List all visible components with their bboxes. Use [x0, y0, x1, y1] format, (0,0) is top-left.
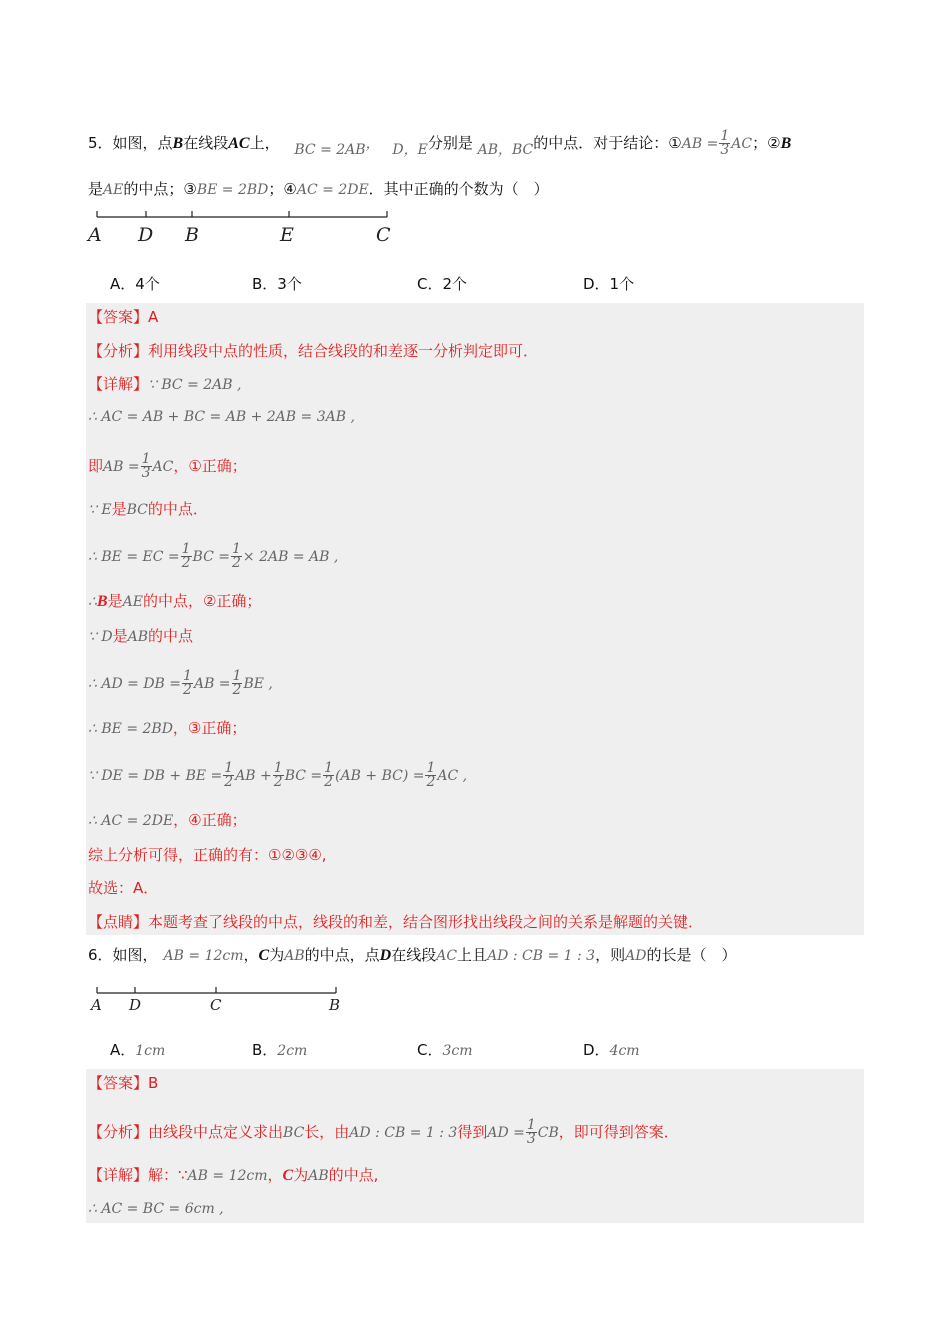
var: AC: [228, 135, 250, 152]
q6-analysis: [88, 1119, 679, 1146]
q6-answer: 【答案】B: [88, 1074, 159, 1092]
q5-detail-6: [88, 591, 261, 612]
q5-answer: 【答案】A: [88, 308, 159, 326]
fraction: [323, 762, 334, 789]
q6-stem: [88, 945, 736, 966]
text: 的中点；: [123, 180, 184, 198]
text: 为: [269, 946, 285, 964]
text: 的中点．: [147, 500, 208, 518]
q5-detail-8: [88, 670, 273, 697]
fraction: [719, 130, 730, 157]
q5-detail-13: 故选：A．: [88, 879, 159, 897]
label-d: D: [129, 996, 142, 1014]
math: AC: [436, 948, 458, 964]
q5-option-d[interactable]: D．1个: [583, 275, 635, 293]
math: BC =: [192, 549, 230, 565]
math: ∵ E: [88, 502, 112, 518]
math: AB = 12cm: [187, 1168, 268, 1184]
math: AB: [284, 948, 305, 964]
text: ，③正确；: [172, 719, 247, 737]
fraction: [181, 543, 192, 570]
text: 的中点．对于结论：: [533, 134, 669, 152]
math: ∴ AC = 2DE: [88, 813, 174, 829]
q6-option-a[interactable]: [110, 1040, 165, 1061]
label-b: B: [185, 224, 199, 246]
math: BC: [126, 502, 148, 518]
text: ②: [767, 134, 781, 152]
math: AB =: [193, 676, 231, 692]
label-a: A: [91, 996, 102, 1014]
den: 2: [231, 555, 241, 571]
math: ∵ D: [88, 629, 113, 645]
text: 上，: [249, 134, 280, 152]
math: CB: [537, 1125, 559, 1141]
text: 【分析】由线段中点定义求出: [88, 1123, 284, 1141]
math: D，E: [392, 142, 428, 158]
math: BC: [283, 1125, 305, 1141]
num: 1: [324, 760, 334, 776]
math: BE ,: [243, 676, 273, 692]
fraction: [526, 1119, 537, 1146]
math: ∴ AC = AB + BC = AB + 2AB = 3AB ,: [88, 409, 355, 425]
text: 在线段: [391, 946, 437, 964]
q5-comment: 【点睛】本题考查了线段的中点，线段的和差，结合图形找出线段之间的关系是解题的关键．: [88, 913, 704, 931]
text: ，即可得到答案．: [558, 1123, 679, 1141]
q6-option-c[interactable]: [417, 1040, 473, 1061]
q5-option-c[interactable]: C．2个: [417, 275, 468, 293]
text: 【详解】解：∵: [88, 1166, 188, 1184]
math: AC = 2DE: [296, 182, 369, 198]
text: ，: [267, 1166, 283, 1184]
math: AB，BC: [477, 142, 534, 158]
q6-option-b[interactable]: [252, 1040, 307, 1061]
text: ，④正确；: [173, 811, 247, 829]
math: AB: [127, 629, 149, 645]
q5-analysis: 【分析】利用线段中点的性质，结合线段的和差逐一分析判定即可．: [88, 342, 539, 360]
fraction: [182, 670, 193, 697]
fraction: [232, 670, 243, 697]
math: AC ,: [437, 768, 468, 784]
den: 2: [273, 774, 283, 790]
q5-detail-9: [88, 718, 246, 739]
text: D．: [583, 1041, 610, 1059]
label-d: D: [138, 224, 154, 246]
var: B: [172, 135, 184, 152]
fraction: [425, 762, 436, 789]
q5-detail-12: 综上分析可得，正确的有：①②③④,: [88, 846, 327, 864]
label-a: A: [88, 224, 102, 246]
q5-option-a[interactable]: A．4个: [110, 275, 160, 293]
math: BC = 2AB: [294, 142, 366, 158]
fraction: [231, 543, 242, 570]
den: 3: [526, 1131, 536, 1147]
den: 2: [426, 774, 436, 790]
text: 5．如图，点: [88, 134, 173, 152]
fraction: [223, 762, 234, 789]
den: 2: [183, 682, 192, 698]
text: 是: [111, 500, 127, 518]
text: ，①正确；: [173, 457, 247, 475]
text: 是: [88, 180, 104, 198]
den: 2: [181, 555, 191, 571]
math: AB: [308, 1168, 329, 1184]
q5-solution-panel: [86, 303, 864, 935]
math: AB =: [681, 136, 719, 152]
text: 是: [107, 592, 123, 610]
text: ，: [365, 136, 380, 152]
num: 1: [183, 668, 192, 684]
num: 1: [224, 760, 234, 776]
var: D: [379, 947, 392, 964]
text: 是: [112, 627, 128, 645]
math: AD : CB = 1 : 3: [487, 948, 596, 964]
q5-detail-7: [88, 626, 193, 647]
text: 即: [88, 457, 104, 475]
math: AD =: [487, 1125, 525, 1141]
text: ，则: [595, 946, 626, 964]
text: C．: [417, 1041, 443, 1059]
text: 的中点: [148, 627, 194, 645]
text: ①: [668, 134, 682, 152]
math: × 2AB = AB ,: [242, 549, 339, 565]
math: ∴ AD = DB =: [88, 676, 182, 692]
var: B: [780, 135, 792, 152]
math: AC: [731, 136, 753, 152]
num: 1: [232, 668, 242, 684]
math: BC =: [284, 768, 323, 784]
math: AD : CB = 1 : 3: [349, 1125, 458, 1141]
q5-segment-figure: [86, 205, 406, 250]
math: (AB + BC) =: [335, 768, 425, 784]
den: 3: [141, 465, 151, 481]
text: 的中点，②正确；: [142, 592, 262, 610]
text: ；: [752, 134, 768, 152]
math: AE: [122, 594, 143, 610]
num: 1: [720, 128, 730, 144]
var: C: [258, 947, 270, 964]
text: 为: [293, 1166, 309, 1184]
text: 的中点，点: [304, 946, 380, 964]
fraction: [141, 453, 152, 480]
math: 1cm: [135, 1043, 166, 1059]
text: ④: [283, 180, 297, 198]
text: 长，由: [304, 1123, 350, 1141]
q6-segment-figure: [86, 982, 356, 1018]
label-c: C: [210, 996, 222, 1014]
q5-detail-10: [88, 762, 467, 789]
math: ∴: [88, 594, 97, 610]
q5-detail-5: [88, 543, 338, 570]
label-e: E: [280, 224, 294, 246]
q5-option-b[interactable]: B．3个: [252, 275, 302, 293]
text: ；: [268, 180, 284, 198]
text: 【详解】: [88, 375, 149, 393]
q5-detail-3: [88, 453, 247, 480]
den: 2: [232, 682, 242, 698]
q5-stem-line2: [88, 179, 549, 200]
q6-detail-1: [88, 1165, 378, 1186]
math: ∴ BE = EC =: [88, 549, 180, 565]
text: ．其中正确的个数为（ ）: [368, 180, 549, 198]
q5-detail-2: [88, 406, 355, 427]
text: 6．如图，: [88, 946, 158, 964]
q5-detail-11: [88, 810, 247, 831]
math: 2cm: [277, 1043, 308, 1059]
math: ∵ BC = 2AB ,: [148, 377, 242, 393]
text: ，: [243, 946, 259, 964]
text: 得到: [457, 1123, 488, 1141]
label-b: B: [329, 996, 341, 1014]
num: 1: [181, 541, 191, 557]
q6-detail-2: [88, 1198, 224, 1219]
num: 1: [426, 760, 436, 776]
text: B．: [252, 1041, 278, 1059]
math: 4cm: [609, 1043, 640, 1059]
text: 分别是: [427, 134, 473, 152]
var: C: [282, 1167, 294, 1184]
math: AB +: [235, 768, 272, 784]
num: 1: [231, 541, 241, 557]
math: AB = 12cm: [163, 948, 244, 964]
den: 2: [224, 774, 234, 790]
math: AD: [625, 948, 647, 964]
text: 上且: [457, 946, 488, 964]
q5-stem-line1: [88, 130, 791, 157]
math: ∴ BE = 2BD: [88, 721, 173, 737]
num: 1: [273, 760, 283, 776]
math: AB =: [103, 459, 140, 475]
math: AC: [152, 459, 174, 475]
q5-detail-1: [88, 374, 241, 395]
math: BE = 2BD: [196, 182, 269, 198]
den: 2: [324, 774, 334, 790]
math: ∴ AC = BC = 6cm ,: [88, 1201, 224, 1217]
num: 1: [526, 1117, 536, 1133]
text: ③: [183, 180, 197, 198]
q6-option-d[interactable]: [583, 1040, 640, 1061]
q5-detail-4: [88, 499, 208, 520]
math: ∵ DE = DB + BE =: [88, 768, 223, 784]
var: B: [96, 593, 108, 610]
label-c: C: [376, 224, 391, 246]
num: 1: [141, 451, 151, 467]
text: 的中点,: [328, 1166, 379, 1184]
text: A．: [110, 1041, 136, 1059]
math: 3cm: [442, 1043, 473, 1059]
text: 在线段: [183, 134, 229, 152]
text: 的长是（ ）: [646, 946, 737, 964]
math: AE: [103, 182, 124, 198]
fraction: [273, 762, 284, 789]
den: 3: [720, 142, 730, 158]
